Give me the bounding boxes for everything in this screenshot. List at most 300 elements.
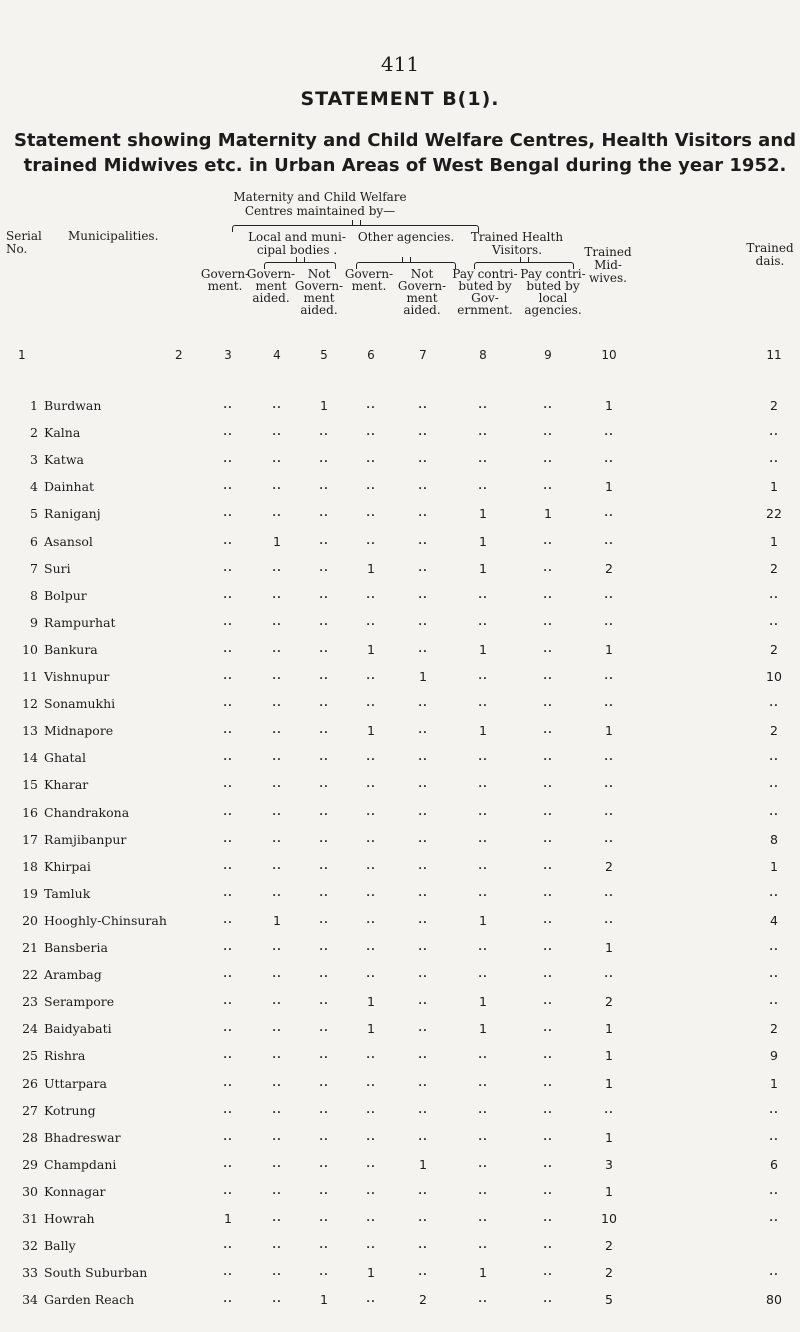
row-municipality: Vishnupur (44, 669, 110, 684)
cell-col10: 2 (605, 858, 613, 874)
cell-col7: .. (418, 589, 428, 601)
table-row (0, 561, 800, 583)
table-row (0, 886, 800, 908)
cell-col3: .. (223, 481, 233, 493)
cell-col4: .. (272, 887, 282, 899)
cell-col7: .. (418, 454, 428, 466)
cell-col3: .. (223, 914, 233, 926)
cell-col10: 1 (605, 479, 613, 495)
row-serial: 6 (30, 533, 38, 549)
row-serial: 25 (22, 1048, 38, 1064)
cell-col4: .. (272, 1294, 282, 1306)
cell-col8: 1 (479, 912, 487, 928)
table-row (0, 940, 800, 962)
cell-col5: .. (319, 562, 329, 574)
cell-col11: .. (769, 1104, 779, 1116)
row-municipality: Hooghly-Chinsurah (44, 912, 167, 928)
row-municipality: Rishra (44, 1048, 86, 1064)
table-row (0, 805, 800, 827)
row-municipality: Katwa (44, 452, 84, 468)
row-serial: 34 (22, 1292, 38, 1308)
row-municipality: Suri (44, 560, 71, 576)
cell-col11: .. (769, 1185, 779, 1197)
cell-col4: .. (272, 942, 282, 953)
cell-col9: .. (543, 562, 553, 574)
row-municipality: Sonamukhi (44, 696, 116, 712)
cell-col8: .. (478, 427, 488, 439)
cell-col9: .. (543, 616, 553, 628)
cell-col9: .. (543, 1158, 553, 1170)
cell-col5: .. (319, 1131, 329, 1143)
row-serial: 18 (22, 858, 38, 874)
cell-col11: 1 (770, 533, 778, 549)
cell-col11: .. (769, 616, 779, 628)
cell-col10: 2 (605, 1238, 613, 1254)
cell-col10: .. (604, 589, 614, 601)
cell-col3: .. (223, 643, 233, 655)
table-row (0, 696, 800, 718)
cell-col7: .. (418, 400, 428, 411)
cell-col10: .. (604, 833, 614, 845)
cell-col11: .. (769, 698, 779, 710)
row-serial: 33 (22, 1265, 38, 1281)
cell-col9: 1 (544, 506, 552, 522)
cell-col7: .. (418, 779, 428, 791)
cell-col6: .. (366, 942, 376, 953)
cell-col4: .. (272, 996, 282, 1008)
row-municipality: Kotrung (44, 1102, 96, 1118)
cell-col7: .. (418, 969, 428, 981)
cell-col10: .. (604, 427, 614, 439)
row-municipality: Baidyabati (44, 1021, 112, 1037)
row-serial: 9 (30, 614, 38, 630)
cell-col9: .. (543, 1294, 553, 1306)
cell-col7: .. (418, 1240, 428, 1252)
cell-col3: .. (223, 1158, 233, 1170)
page-number: 411 (380, 52, 420, 76)
cell-col7: .. (418, 562, 428, 574)
header-col6: Govern-ment. (344, 267, 394, 293)
column-numbers (0, 348, 800, 370)
row-serial: 10 (22, 641, 38, 657)
header-health-visitors: Trained Health Visitors. (470, 230, 564, 257)
row-serial: 22 (22, 967, 38, 983)
cell-col3: .. (223, 779, 233, 791)
cell-col9: .. (543, 589, 553, 601)
cell-col11: .. (769, 589, 779, 601)
table-row (0, 832, 800, 854)
cell-col6: .. (366, 698, 376, 710)
cell-col3: .. (223, 1131, 233, 1143)
statement-title: STATEMENT B(1). (300, 88, 500, 110)
cell-col4: .. (272, 833, 282, 845)
row-municipality: Serampore (44, 994, 115, 1010)
cell-col9: .. (543, 643, 553, 655)
row-municipality: Uttarpara (44, 1075, 107, 1091)
colnum-1: 1 (18, 348, 26, 362)
cell-col7: 1 (419, 1156, 427, 1172)
cell-col8: .. (478, 671, 488, 682)
cell-col5: .. (319, 589, 329, 601)
cell-col9: .. (543, 1267, 553, 1279)
cell-col5: .. (319, 725, 329, 737)
cell-col5: .. (319, 508, 329, 520)
cell-col3: .. (223, 1050, 233, 1062)
cell-col4: .. (272, 589, 282, 601)
cell-col9: .. (543, 1050, 553, 1062)
row-municipality: Howrah (44, 1211, 95, 1226)
table-row (0, 1021, 800, 1043)
cell-col11: 80 (766, 1292, 782, 1308)
colnum-7: 7 (419, 348, 427, 362)
cell-col11: .. (769, 887, 779, 899)
row-serial: 3 (30, 452, 38, 468)
row-serial: 19 (22, 885, 38, 901)
row-municipality: Ghatal (44, 750, 86, 766)
row-serial: 31 (22, 1211, 38, 1226)
cell-col4: .. (272, 1267, 282, 1279)
cell-col9: .. (543, 698, 553, 710)
row-serial: 24 (22, 1021, 38, 1037)
cell-col6: .. (366, 1050, 376, 1062)
row-municipality: Ramjibanpur (44, 831, 127, 847)
cell-col9: .. (543, 996, 553, 1008)
cell-col5: .. (319, 698, 329, 710)
cell-col7: .. (418, 481, 428, 493)
header-col7: Not Govern-ment aided. (397, 267, 447, 317)
cell-col4: .. (272, 562, 282, 574)
table-row (0, 1211, 800, 1233)
cell-col5: 1 (320, 398, 328, 413)
cell-col3: .. (223, 1294, 233, 1306)
cell-col5: .. (319, 833, 329, 845)
row-serial: 4 (30, 479, 38, 495)
cell-col11: 6 (770, 1156, 778, 1172)
row-serial: 13 (22, 723, 38, 739)
row-serial: 27 (22, 1102, 38, 1118)
cell-col11: .. (769, 454, 779, 466)
cell-col10: 10 (601, 1211, 617, 1226)
cell-col6: .. (366, 779, 376, 791)
cell-col7: .. (418, 887, 428, 899)
table-row (0, 913, 800, 935)
cell-col11: 2 (770, 641, 778, 657)
cell-col5: .. (319, 779, 329, 791)
cell-col9: .. (543, 914, 553, 926)
cell-col11: 22 (766, 506, 782, 522)
cell-col11: 1 (770, 858, 778, 874)
table-row (0, 534, 800, 556)
cell-col4: 1 (273, 912, 281, 928)
cell-col6: .. (366, 833, 376, 845)
cell-col3: .. (223, 671, 233, 682)
cell-col9: .. (543, 860, 553, 872)
cell-col4: .. (272, 806, 282, 818)
cell-col7: .. (418, 1050, 428, 1062)
cell-col4: .. (272, 779, 282, 791)
header-serial: Serial No. (6, 229, 42, 256)
cell-col5: .. (319, 1267, 329, 1279)
cell-col9: .. (543, 887, 553, 899)
cell-col5: .. (319, 1185, 329, 1197)
cell-col10: .. (604, 1104, 614, 1116)
cell-col7: 1 (419, 669, 427, 684)
cell-col6: .. (366, 860, 376, 872)
row-serial: 16 (22, 804, 38, 820)
cell-col5: .. (319, 1104, 329, 1116)
cell-col3: .. (223, 725, 233, 737)
cell-col7: .. (418, 1023, 428, 1035)
cell-col9: .. (543, 833, 553, 845)
cell-col9: .. (543, 427, 553, 439)
table-row (0, 1265, 800, 1287)
cell-col8: 1 (479, 994, 487, 1010)
cell-col5: .. (319, 942, 329, 953)
cell-col8: 1 (479, 560, 487, 576)
cell-col5: .. (319, 996, 329, 1008)
cell-col11: .. (769, 1267, 779, 1279)
cell-col4: .. (272, 1213, 282, 1224)
row-municipality: Bolpur (44, 587, 87, 603)
cell-col11: 2 (770, 723, 778, 739)
row-municipality: Burdwan (44, 398, 102, 413)
row-serial: 21 (22, 940, 38, 955)
cell-col10: 3 (605, 1156, 613, 1172)
table-row (0, 452, 800, 474)
row-serial: 7 (30, 560, 38, 576)
cell-col3: .. (223, 616, 233, 628)
cell-col11: 1 (770, 1075, 778, 1091)
cell-col7: .. (418, 833, 428, 845)
table-row (0, 588, 800, 610)
cell-col10: 1 (605, 398, 613, 413)
cell-col6: .. (366, 752, 376, 764)
cell-col10: 1 (605, 641, 613, 657)
cell-col4: .. (272, 969, 282, 981)
cell-col4: .. (272, 454, 282, 466)
cell-col10: .. (604, 806, 614, 818)
cell-col6: .. (366, 914, 376, 926)
cell-col6: .. (366, 1158, 376, 1170)
cell-col9: .. (543, 1077, 553, 1089)
cell-col8: .. (478, 860, 488, 872)
cell-col4: .. (272, 1104, 282, 1116)
cell-col7: .. (418, 643, 428, 655)
row-municipality: Arambag (44, 967, 102, 983)
cell-col10: .. (604, 698, 614, 710)
header-col8: Pay contri-buted by Gov-ernment. (452, 267, 518, 317)
cell-col10: .. (604, 454, 614, 466)
table-row (0, 859, 800, 881)
cell-col4: .. (272, 481, 282, 493)
cell-col4: .. (272, 1050, 282, 1062)
colnum-11: 11 (766, 348, 782, 362)
header-trained-midwives: Trained Mid-wives. (584, 245, 632, 285)
cell-col10: 1 (605, 1048, 613, 1064)
row-serial: 26 (22, 1075, 38, 1091)
cell-col11: .. (769, 942, 779, 953)
row-municipality: Khirpai (44, 858, 91, 874)
group-title: Maternity and Child Welfare Centres maintained by— (233, 190, 407, 218)
cell-col3: 1 (224, 1211, 232, 1226)
cell-col11: 8 (770, 831, 778, 847)
cell-col7: .. (418, 752, 428, 764)
cell-col4: .. (272, 427, 282, 439)
row-serial: 11 (22, 669, 38, 684)
cell-col11: .. (769, 969, 779, 981)
cell-col6: .. (366, 454, 376, 466)
cell-col7: .. (418, 806, 428, 818)
cell-col8: .. (478, 1213, 488, 1224)
cell-col6: .. (366, 671, 376, 682)
cell-col6: 1 (367, 1265, 375, 1281)
cell-col3: .. (223, 887, 233, 899)
row-serial: 12 (22, 696, 38, 712)
cell-col7: .. (418, 860, 428, 872)
cell-col5: 1 (320, 1292, 328, 1308)
header-col9: Pay contri-buted by local agencies. (520, 267, 586, 317)
cell-col10: 2 (605, 1265, 613, 1281)
cell-col8: .. (478, 400, 488, 411)
cell-col9: .. (543, 1131, 553, 1143)
colnum-5: 5 (320, 348, 328, 362)
cell-col3: .. (223, 942, 233, 953)
cell-col6: .. (366, 1104, 376, 1116)
cell-col9: .. (543, 969, 553, 981)
cell-col10: .. (604, 616, 614, 628)
row-serial: 32 (22, 1238, 38, 1254)
cell-col8: 1 (479, 723, 487, 739)
cell-col9: .. (543, 942, 553, 953)
cell-col8: .. (478, 589, 488, 601)
cell-col6: .. (366, 806, 376, 818)
header-col5: Not Govern-ment aided. (294, 267, 344, 317)
cell-col6: 1 (367, 1021, 375, 1037)
row-serial: 1 (30, 398, 38, 413)
cell-col6: .. (366, 427, 376, 439)
cell-col11: .. (769, 752, 779, 764)
cell-col7: .. (418, 996, 428, 1008)
cell-col10: 1 (605, 1183, 613, 1199)
table-row (0, 615, 800, 637)
cell-col4: .. (272, 616, 282, 628)
cell-col7: .. (418, 1104, 428, 1116)
cell-col9: .. (543, 671, 553, 682)
table-row (0, 479, 800, 501)
cell-col3: .. (223, 752, 233, 764)
cell-col7: .. (418, 914, 428, 926)
row-municipality: Garden Reach (44, 1292, 135, 1308)
cell-col10: .. (604, 508, 614, 520)
row-municipality: Kalna (44, 425, 81, 441)
cell-col9: .. (543, 535, 553, 547)
row-serial: 5 (30, 506, 38, 522)
cell-col5: .. (319, 671, 329, 682)
cell-col11: 1 (770, 479, 778, 495)
cell-col6: .. (366, 400, 376, 411)
cell-col6: .. (366, 1077, 376, 1089)
table-row (0, 967, 800, 989)
cell-col5: .. (319, 481, 329, 493)
header-local-bodies: Local and muni-cipal bodies . (248, 230, 346, 257)
table-row (0, 1292, 800, 1314)
colnum-3: 3 (224, 348, 232, 362)
cell-col3: .. (223, 860, 233, 872)
cell-col5: .. (319, 454, 329, 466)
cell-col5: .. (319, 887, 329, 899)
table-row (0, 1076, 800, 1098)
cell-col11: .. (769, 779, 779, 791)
cell-col9: .. (543, 1240, 553, 1252)
cell-col11: .. (769, 806, 779, 818)
header-other-agencies: Other agencies. (357, 230, 455, 244)
table-row (0, 723, 800, 745)
cell-col5: .. (319, 1023, 329, 1035)
table-row (0, 669, 800, 691)
row-municipality: Bankura (44, 641, 98, 657)
cell-col11: .. (769, 1131, 779, 1143)
cell-col3: .. (223, 508, 233, 520)
cell-col7: .. (418, 725, 428, 737)
colnum-6: 6 (367, 348, 375, 362)
colnum-2: 2 (175, 348, 183, 362)
cell-col9: .. (543, 1023, 553, 1035)
header-col4: Govern-ment aided. (246, 267, 296, 305)
table-row (0, 398, 800, 420)
row-municipality: Midnapore (44, 723, 114, 739)
cell-col3: .. (223, 427, 233, 439)
cell-col4: .. (272, 698, 282, 710)
cell-col6: 1 (367, 723, 375, 739)
row-serial: 14 (22, 750, 38, 766)
cell-col5: .. (319, 752, 329, 764)
cell-col10: 2 (605, 560, 613, 576)
cell-col5: .. (319, 643, 329, 655)
row-municipality: Champdani (44, 1156, 117, 1172)
cell-col11: .. (769, 1213, 779, 1224)
cell-col4: .. (272, 725, 282, 737)
cell-col5: .. (319, 1213, 329, 1224)
row-municipality: Dainhat (44, 479, 95, 495)
cell-col8: .. (478, 1077, 488, 1089)
cell-col7: .. (418, 942, 428, 953)
cell-col10: .. (604, 779, 614, 791)
cell-col8: 1 (479, 1021, 487, 1037)
table-row (0, 1238, 800, 1260)
cell-col7: .. (418, 616, 428, 628)
row-serial: 20 (22, 912, 38, 928)
cell-col3: .. (223, 454, 233, 466)
cell-col11: .. (769, 427, 779, 439)
cell-col4: .. (272, 508, 282, 520)
cell-col11: 9 (770, 1048, 778, 1064)
cell-col5: .. (319, 860, 329, 872)
cell-col3: .. (223, 589, 233, 601)
cell-col4: .. (272, 1023, 282, 1035)
cell-col8: .. (478, 942, 488, 953)
cell-col6: 1 (367, 560, 375, 576)
cell-col7: .. (418, 698, 428, 710)
cell-col9: .. (543, 1185, 553, 1197)
cell-col6: .. (366, 535, 376, 547)
cell-col7: .. (418, 1267, 428, 1279)
row-municipality: Tamluk (44, 885, 91, 901)
cell-col3: .. (223, 1104, 233, 1116)
cell-col7: 2 (419, 1292, 427, 1308)
cell-col4: .. (272, 1077, 282, 1089)
row-serial: 29 (22, 1156, 38, 1172)
cell-col7: .. (418, 1077, 428, 1089)
